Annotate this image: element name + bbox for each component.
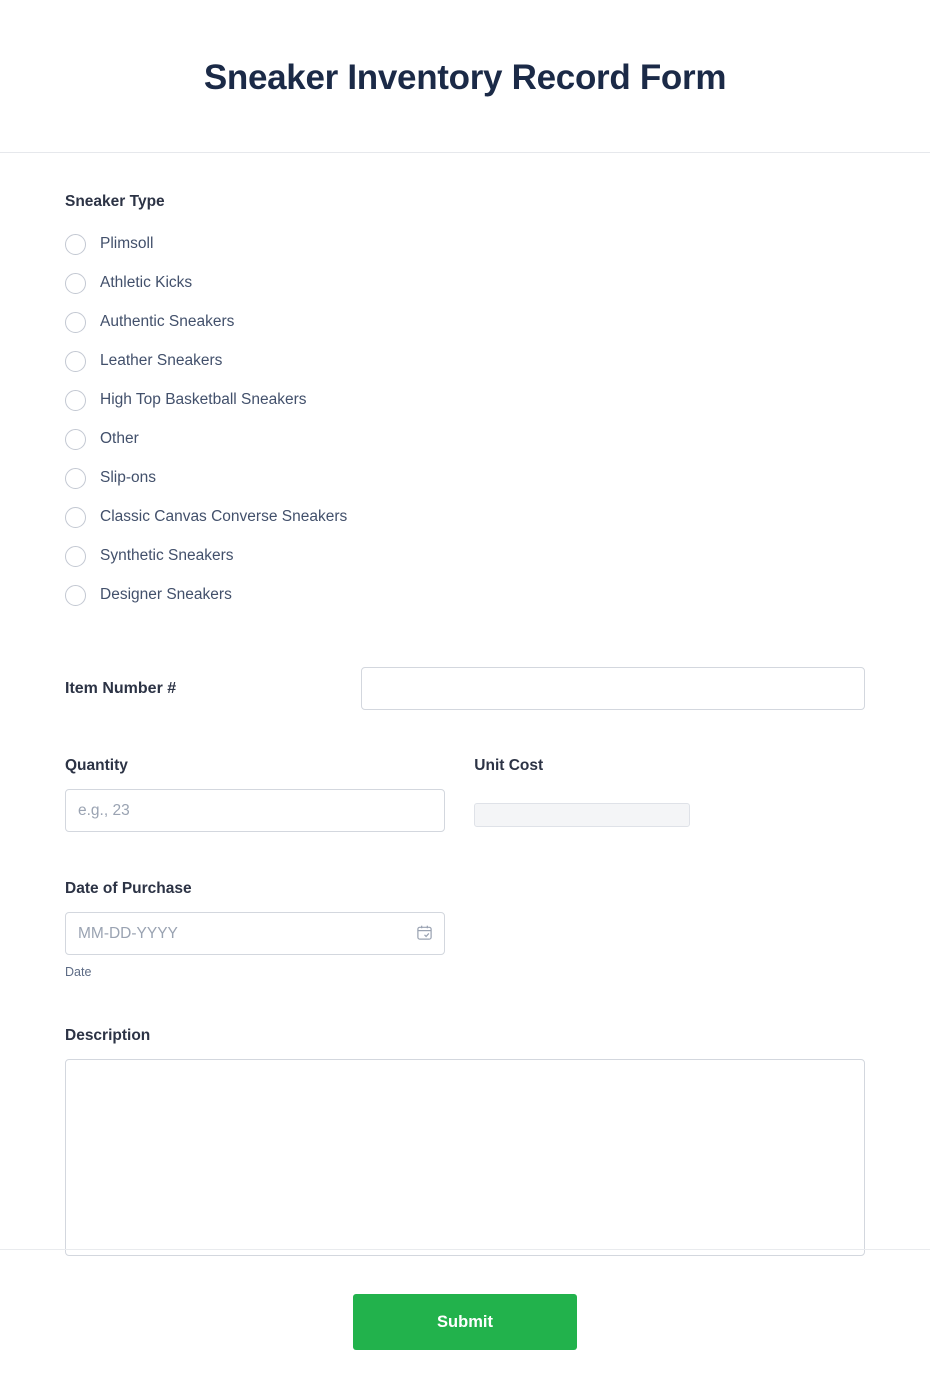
radio-label: Designer Sneakers	[100, 586, 232, 603]
unit-cost-input[interactable]	[474, 803, 690, 827]
radio-option-slip-ons[interactable]	[65, 459, 475, 497]
radio-circle-icon[interactable]	[65, 429, 86, 450]
radio-label: Authentic Sneakers	[100, 313, 235, 330]
field-quantity	[65, 757, 474, 832]
date-of-purchase-input[interactable]	[65, 912, 445, 955]
form-body	[0, 153, 930, 1256]
radio-circle-icon[interactable]	[65, 312, 86, 333]
form-footer	[0, 1249, 930, 1394]
row-quantity-unitcost	[65, 757, 865, 832]
date-sublabel: Date	[65, 965, 92, 979]
radio-circle-icon[interactable]	[65, 507, 86, 528]
radio-option-synthetic-sneakers[interactable]	[65, 537, 475, 575]
radio-option-authentic-sneakers[interactable]	[65, 303, 475, 341]
field-sneaker-type	[65, 193, 865, 615]
radio-column-right	[65, 459, 475, 615]
radio-circle-icon[interactable]	[65, 468, 86, 489]
radio-option-leather-sneakers[interactable]	[65, 342, 475, 380]
field-unit-cost	[474, 757, 865, 832]
radio-label: Synthetic Sneakers	[100, 547, 234, 564]
radio-option-designer-sneakers[interactable]	[65, 576, 475, 614]
radio-circle-icon[interactable]	[65, 234, 86, 255]
radio-label: Other	[100, 430, 139, 447]
radio-option-high-top-basketball-sneakers[interactable]	[65, 381, 475, 419]
field-date-of-purchase	[65, 880, 865, 979]
quantity-label: Quantity	[65, 757, 128, 774]
field-item-number	[65, 667, 865, 710]
radio-label: Athletic Kicks	[100, 274, 193, 291]
radio-label: High Top Basketball Sneakers	[100, 391, 307, 408]
radio-circle-icon[interactable]	[65, 546, 86, 567]
submit-button[interactable]: Submit	[353, 1294, 577, 1350]
quantity-input[interactable]	[65, 789, 445, 832]
form-header	[0, 0, 930, 153]
radio-label: Leather Sneakers	[100, 352, 223, 369]
radio-column-left	[65, 225, 475, 459]
page-title: Sneaker Inventory Record Form	[203, 58, 727, 97]
radio-option-classic-canvas-converse-sneakers[interactable]	[65, 498, 475, 536]
date-input-wrapper	[65, 912, 445, 955]
radio-circle-icon[interactable]	[65, 273, 86, 294]
description-textarea[interactable]	[65, 1059, 865, 1256]
radio-circle-icon[interactable]	[65, 351, 86, 372]
date-of-purchase-label: Date of Purchase	[65, 880, 192, 897]
sneaker-type-label: Sneaker Type	[65, 193, 165, 210]
item-number-input[interactable]	[361, 667, 865, 710]
description-label: Description	[65, 1027, 151, 1044]
radio-label: Classic Canvas Converse Sneakers	[100, 508, 348, 525]
radio-option-other[interactable]	[65, 420, 475, 458]
radio-circle-icon[interactable]	[65, 390, 86, 411]
unit-cost-label: Unit Cost	[474, 757, 544, 774]
item-number-label: Item Number #	[65, 679, 177, 697]
radio-option-athletic-kicks[interactable]	[65, 264, 475, 302]
radio-label: Plimsoll	[100, 235, 154, 252]
radio-circle-icon[interactable]	[65, 585, 86, 606]
radio-option-plimsoll[interactable]	[65, 225, 475, 263]
field-description	[65, 1027, 865, 1256]
radio-label: Slip-ons	[100, 469, 156, 486]
sneaker-type-radio-group	[65, 225, 865, 615]
